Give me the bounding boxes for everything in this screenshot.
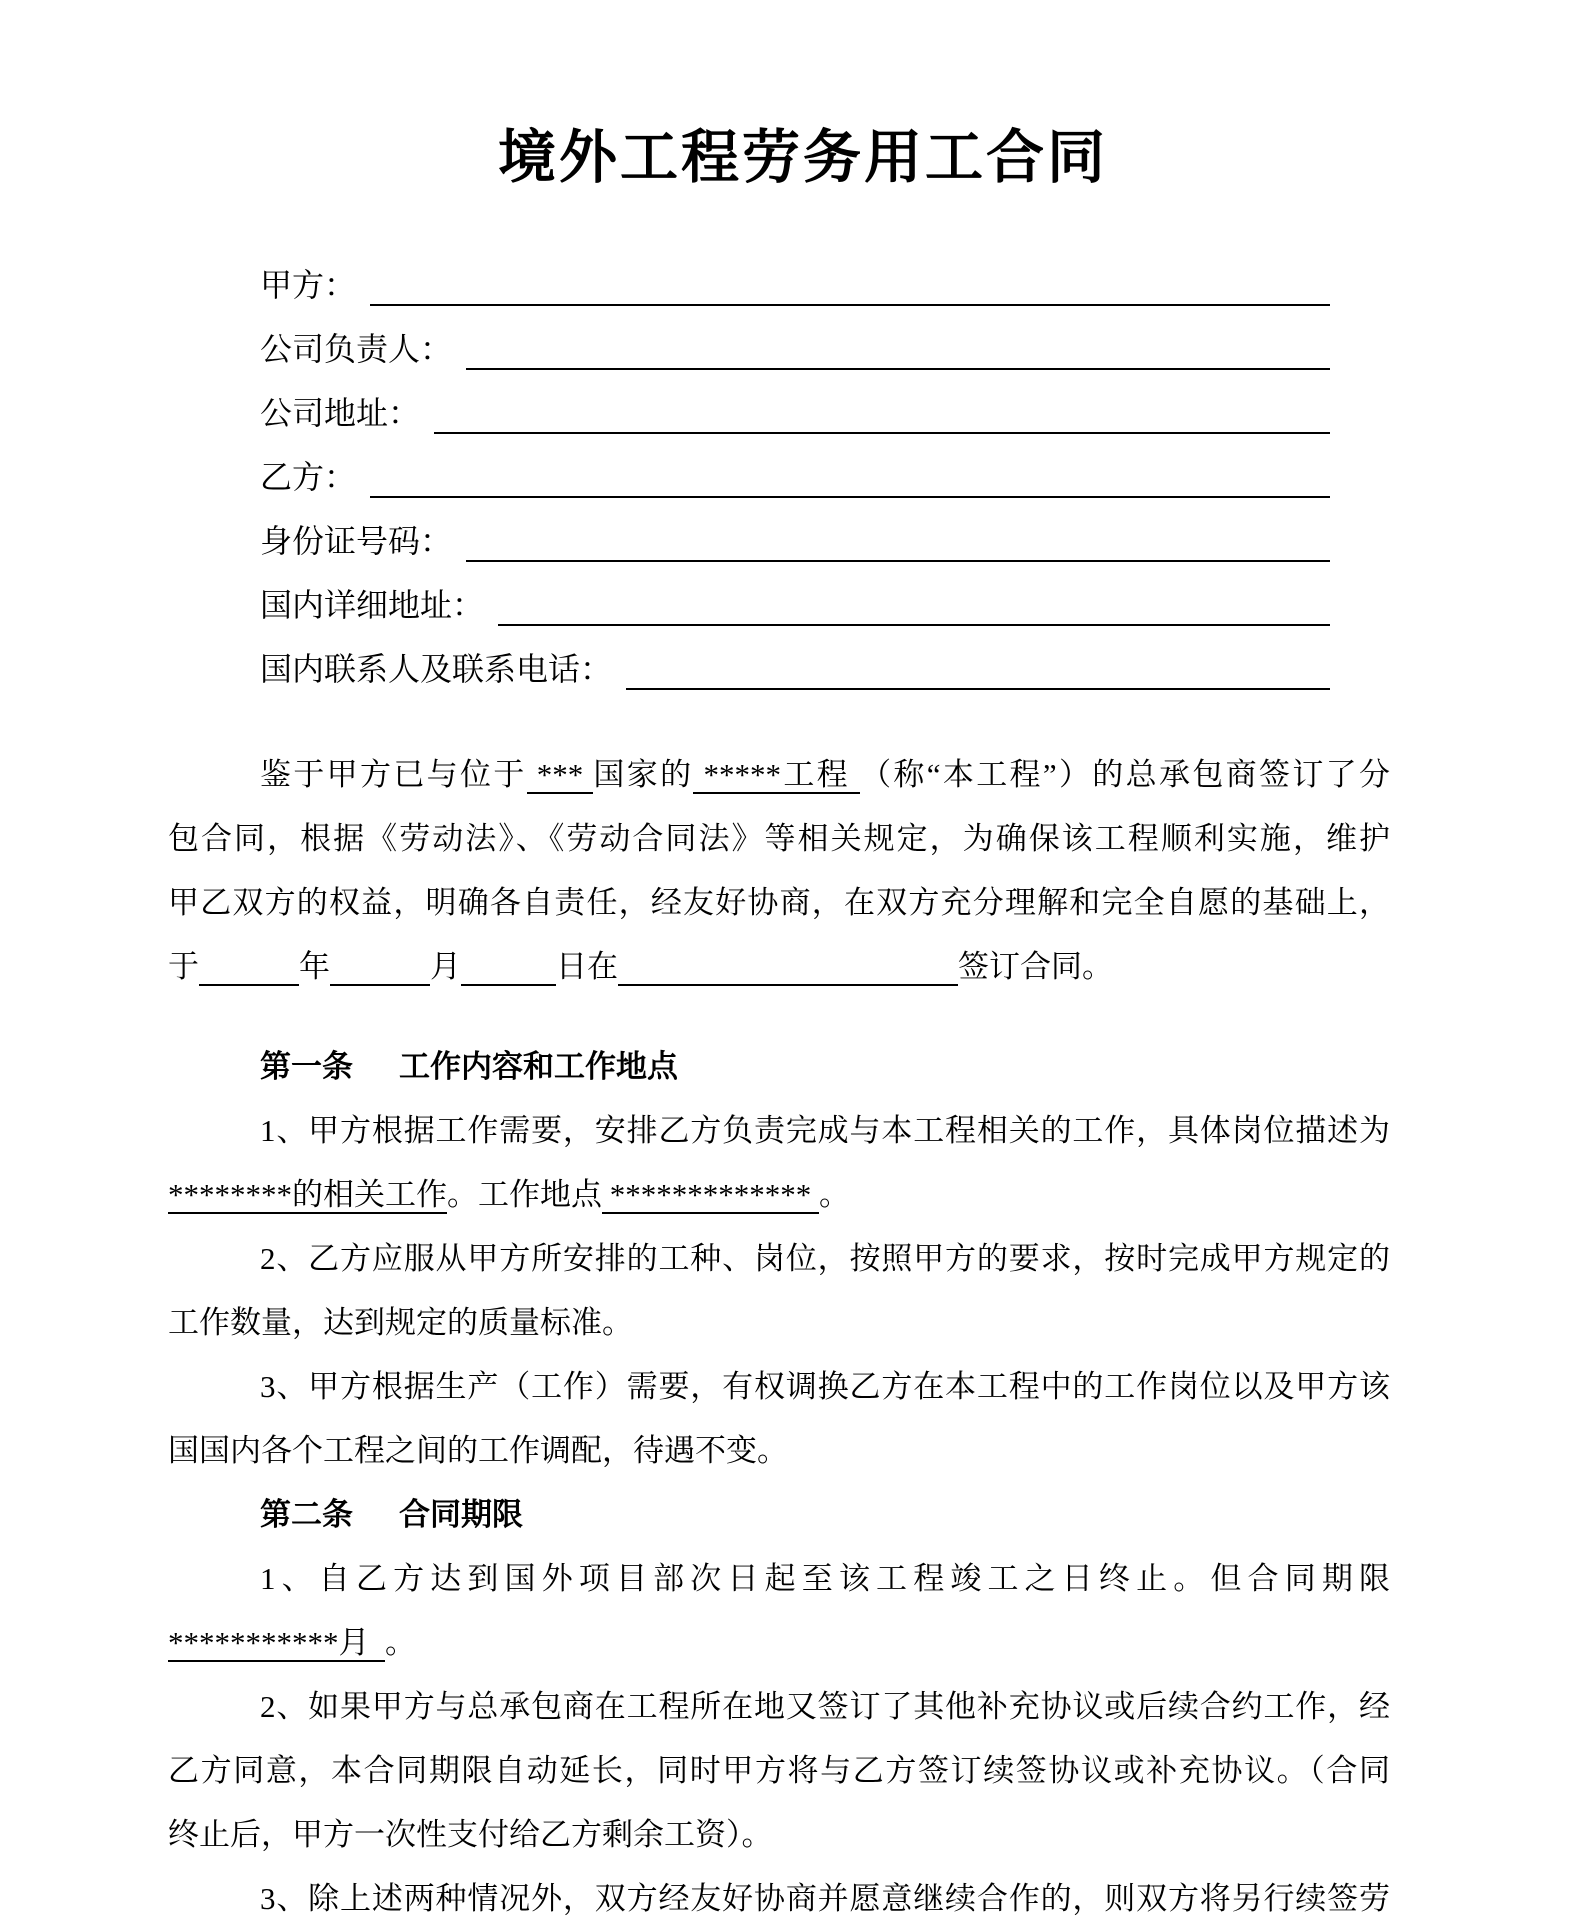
text-segment: 签订合同。 bbox=[958, 949, 1113, 984]
text-segment: 于 bbox=[168, 949, 199, 984]
text-segment: 3、除上述两种情况外，双方经友好协商并愿意继续合作的，则双方将另行续签劳 bbox=[260, 1881, 1390, 1916]
blank-fill-line bbox=[618, 942, 958, 986]
text-segment: 月 bbox=[430, 949, 461, 984]
company-address-field bbox=[168, 381, 1390, 445]
text-segment: 3、甲方根据生产（工作）需要，有权调换乙方在本工程中的工作岗位以及甲方该 bbox=[260, 1369, 1390, 1404]
section-1-heading bbox=[168, 1035, 1390, 1099]
id-number-field-blank-line bbox=[466, 509, 1330, 562]
blank-fill-line bbox=[330, 942, 430, 986]
underlined-text: ************* bbox=[602, 1177, 819, 1212]
intro-line bbox=[168, 743, 1390, 807]
clause-line bbox=[168, 1227, 1390, 1291]
clause-line bbox=[168, 1675, 1390, 1739]
party-a-field-label: 甲方： bbox=[260, 267, 357, 303]
underlined-text: ********的相关工作 bbox=[168, 1177, 447, 1212]
text-segment: 1、甲方根据工作需要，安排乙方负责完成与本工程相关的工作，具体岗位描述为 bbox=[260, 1113, 1390, 1148]
text-segment: 国国内各个工程之间的工作调配，待遇不变。 bbox=[168, 1433, 788, 1468]
blank-fill-line bbox=[461, 942, 556, 986]
underlined-text: ***********月 bbox=[168, 1625, 385, 1660]
text-segment: 年 bbox=[299, 949, 330, 984]
text-segment: 。 bbox=[819, 1177, 850, 1212]
clause-line bbox=[168, 1291, 1390, 1355]
clause-line bbox=[168, 1355, 1390, 1419]
clause-line bbox=[168, 1867, 1390, 1930]
text-segment: 包合同，根据《劳动法》、《劳动合同法》等相关规定，为确保该工程顺利实施，维护 bbox=[168, 821, 1390, 856]
text-segment: 2、乙方应服从甲方所安排的工种、岗位，按照甲方的要求，按时完成甲方规定的 bbox=[260, 1241, 1390, 1276]
text-segment: 国家的 bbox=[593, 757, 694, 792]
underlined-text: *****工程 bbox=[693, 757, 861, 792]
intro-line bbox=[168, 871, 1390, 935]
text-segment: 1、自乙方达到国外项目部次日起至该工程竣工之日终止。但合同期限 bbox=[260, 1561, 1390, 1596]
intro-line bbox=[168, 935, 1390, 999]
party-b-field bbox=[168, 445, 1390, 509]
company-address-field-label: 公司地址： bbox=[260, 395, 421, 431]
intro-paragraph bbox=[168, 743, 1390, 999]
section-2-heading-number: 第二条 bbox=[260, 1497, 353, 1532]
document-content bbox=[0, 118, 1587, 1930]
party-a-field-blank-line bbox=[370, 253, 1330, 306]
section-2-heading bbox=[168, 1483, 1390, 1547]
text-segment: 2、如果甲方与总承包商在工程所在地又签订了其他补充协议或后续合约工作，经 bbox=[260, 1689, 1390, 1724]
id-number-field bbox=[168, 509, 1390, 573]
blank-fill-line bbox=[199, 942, 299, 986]
section-1-heading-title: 工作内容和工作地点 bbox=[399, 1049, 678, 1084]
text-segment: （称“本工程”）的总承包商签订了分 bbox=[860, 757, 1391, 792]
clause-line bbox=[168, 1419, 1390, 1483]
party-b-field-label: 乙方： bbox=[260, 459, 357, 495]
id-number-field-label: 身份证号码： bbox=[260, 523, 453, 559]
section-2-heading-title: 合同期限 bbox=[399, 1497, 523, 1532]
document-title: 境外工程劳务用工合同 bbox=[497, 125, 1108, 190]
text-segment: 甲乙双方的权益，明确各自责任，经友好协商，在双方充分理解和完全自愿的基础上， bbox=[168, 885, 1390, 920]
clause-line bbox=[168, 1611, 1390, 1675]
contract-sections bbox=[168, 1035, 1390, 1930]
text-segment: 日在 bbox=[556, 949, 618, 984]
text-segment: 终止后，甲方一次性支付给乙方剩余工资）。 bbox=[168, 1817, 773, 1852]
text-segment: 。 bbox=[385, 1625, 416, 1660]
clause-line bbox=[168, 1163, 1390, 1227]
domestic-contact-field bbox=[168, 637, 1390, 701]
company-manager-field bbox=[168, 317, 1390, 381]
clause-line bbox=[168, 1547, 1390, 1611]
text-segment: 工作数量，达到规定的质量标准。 bbox=[168, 1305, 633, 1340]
domestic-contact-field-label: 国内联系人及联系电话： bbox=[260, 651, 613, 687]
text-segment: 乙方同意，本合同期限自动延长，同时甲方将与乙方签订续签协议或补充协议。（合同 bbox=[168, 1753, 1390, 1788]
underlined-text: *** bbox=[526, 757, 594, 792]
section-1-heading-number: 第一条 bbox=[260, 1049, 353, 1084]
text-segment: 。工作地点 bbox=[447, 1177, 602, 1212]
clause-line bbox=[168, 1803, 1390, 1867]
domestic-address-field-blank-line bbox=[498, 573, 1330, 626]
header-fields bbox=[168, 253, 1390, 701]
clause-line bbox=[168, 1099, 1390, 1163]
company-manager-field-label: 公司负责人： bbox=[260, 331, 453, 367]
domestic-contact-field-blank-line bbox=[626, 637, 1330, 690]
domestic-address-field bbox=[168, 573, 1390, 637]
party-a-field bbox=[168, 253, 1390, 317]
clause-line bbox=[168, 1739, 1390, 1803]
party-b-field-blank-line bbox=[370, 445, 1330, 498]
domestic-address-field-label: 国内详细地址： bbox=[260, 587, 485, 623]
text-segment: 鉴于甲方已与位于 bbox=[260, 757, 527, 792]
company-address-field-blank-line bbox=[434, 381, 1330, 434]
company-manager-field-blank-line bbox=[466, 317, 1330, 370]
intro-line bbox=[168, 807, 1390, 871]
